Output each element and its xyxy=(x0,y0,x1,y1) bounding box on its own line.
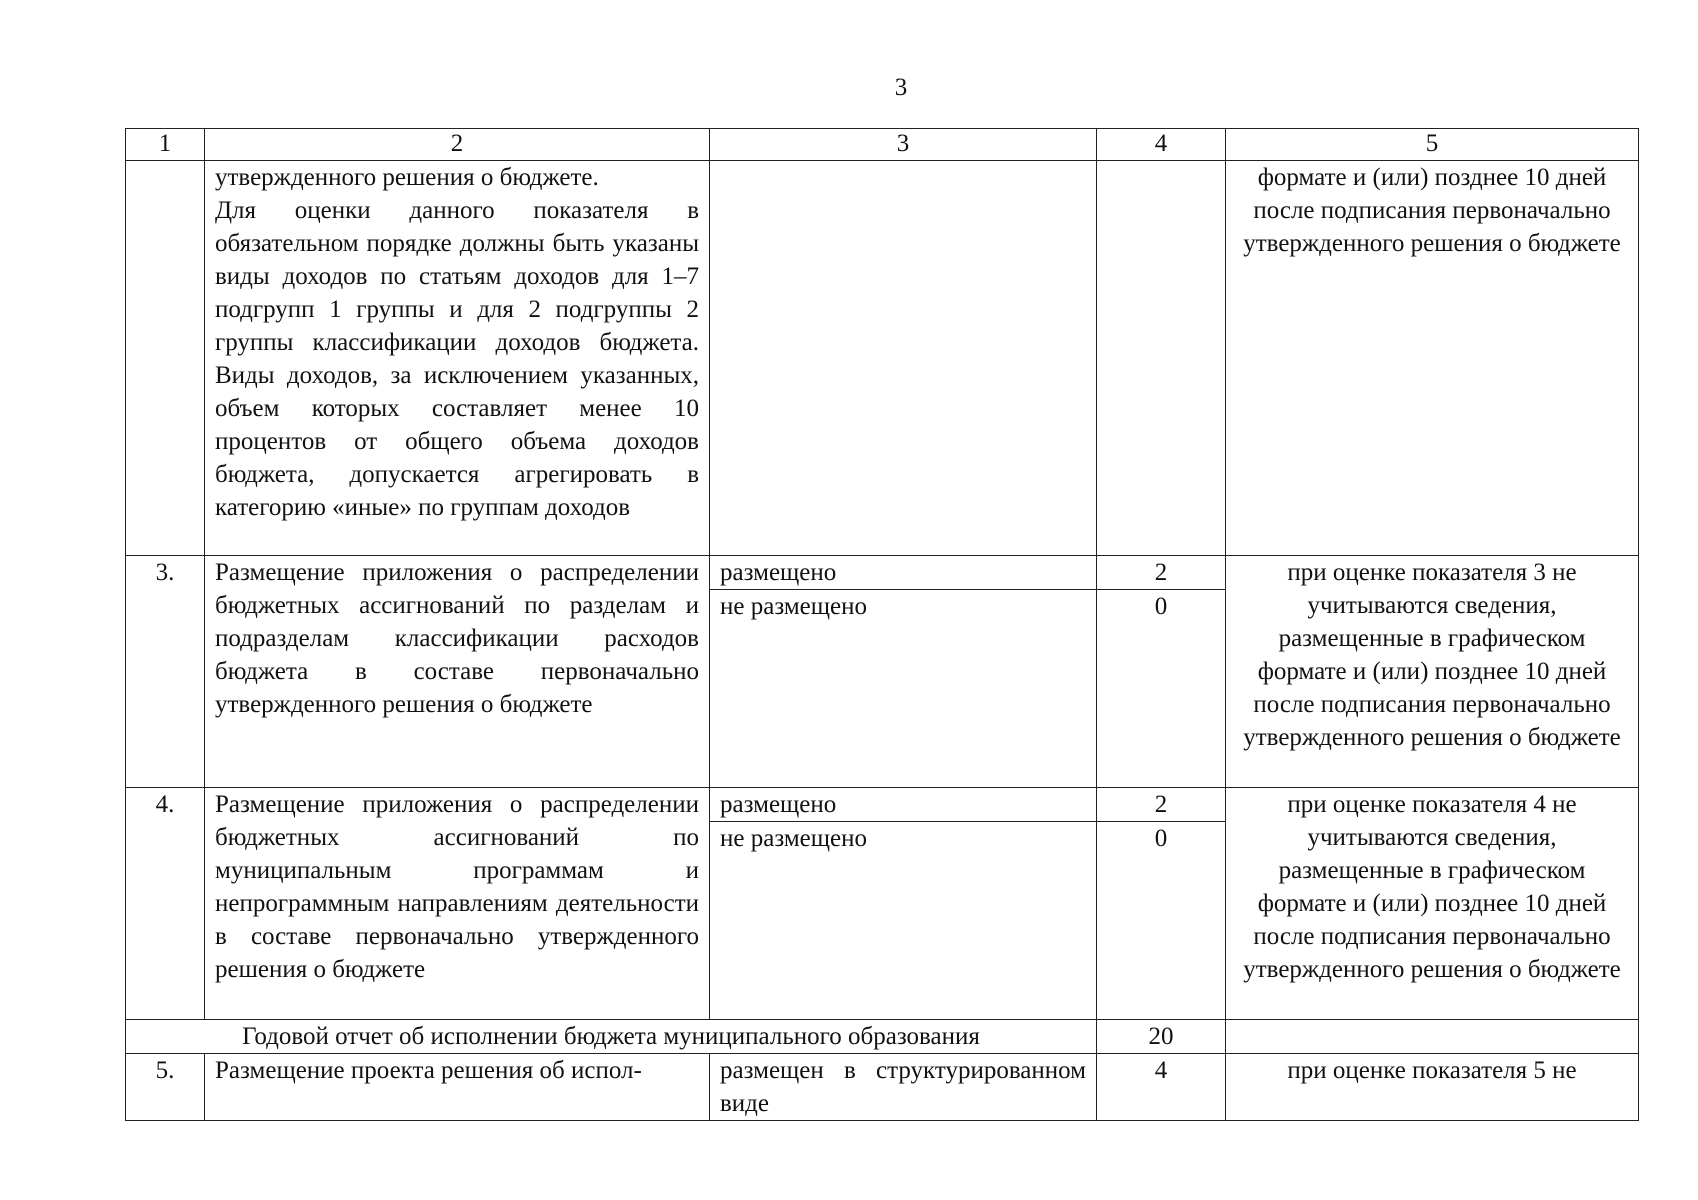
continuation-row xyxy=(126,161,1639,556)
continuation-note: формате и (или) позднее 10 дней после подписания первоначально утвержденного решения о бюджете xyxy=(1226,161,1639,556)
score-structured: 4 xyxy=(1097,1054,1226,1121)
column-header-1: 1 xyxy=(126,129,205,161)
options-cell xyxy=(710,556,1097,788)
indicator-note: при оценке показателя 4 не учитываются сведения, размещенные в графическом формате и (или) позднее 10 дней после подписания первоначально утвержденного решения о бюджете xyxy=(1226,788,1639,1020)
indicator-description: Размещение приложения о распределении бюджетных ассигнований по разделам и подразделам классификации расходов бюджета в составе первоначально утвержденного решения о бюджете xyxy=(205,556,710,788)
section-row xyxy=(126,1020,1639,1054)
option-structured: размещен в структурированном виде xyxy=(710,1054,1097,1121)
section-note-cell xyxy=(1226,1020,1639,1054)
table-row-5 xyxy=(126,1054,1639,1121)
section-title: Годовой отчет об исполнении бюджета муниципального образования xyxy=(126,1020,1097,1054)
criteria-table xyxy=(125,128,1639,1121)
column-header-3: 3 xyxy=(710,129,1097,161)
option-placed: размещено xyxy=(710,788,1096,822)
option-not-placed: не размещено xyxy=(720,825,867,852)
column-header-5: 5 xyxy=(1226,129,1639,161)
indicator-note: при оценке показателя 5 не xyxy=(1226,1054,1639,1121)
continuation-description-rest: Для оценки данного показателя в обязательном порядке должны быть указаны виды доходов по статьям доходов для 1–7 подгрупп 1 группы и для 2 подгруппы 2 группы классификации доходов бюджета. Виды доходов, за исключением указанных, объем которых составляет менее 10 процентов от общего объема доходов бюджета, допускается агрегировать в категорию «иные» по группам доходов xyxy=(215,197,699,521)
score-not-placed: 0 xyxy=(1154,825,1168,852)
column-header-2: 2 xyxy=(205,129,710,161)
table-row-3 xyxy=(126,556,1639,788)
page-number: 3 xyxy=(894,74,908,101)
row-number: 3. xyxy=(126,556,205,788)
table-header-row xyxy=(126,129,1639,161)
indicator-description: Размещение приложения о распределении бюджетных ассигнований по муниципальным программам и непрограммным направлениям деятельности в составе первоначально утвержденного решения о бюджете xyxy=(205,788,710,1020)
continuation-score-cell xyxy=(1097,161,1226,556)
option-placed: размещено xyxy=(710,556,1096,590)
score-placed: 2 xyxy=(1097,788,1225,822)
score-placed: 2 xyxy=(1097,556,1225,590)
continuation-num-cell xyxy=(126,161,205,556)
score-not-placed: 0 xyxy=(1154,593,1168,620)
scores-cell xyxy=(1097,788,1226,1020)
options-cell xyxy=(710,788,1097,1020)
continuation-options-cell xyxy=(710,161,1097,556)
row-number: 5. xyxy=(126,1054,205,1121)
row-number: 4. xyxy=(126,788,205,1020)
indicator-note: при оценке показателя 3 не учитываются сведения, размещенные в графическом формате и (или) позднее 10 дней после подписания первоначально утвержденного решения о бюджете xyxy=(1226,556,1639,788)
column-header-4: 4 xyxy=(1097,129,1226,161)
continuation-description xyxy=(205,161,710,556)
indicator-description: Размещение проекта решения об испол- xyxy=(205,1054,710,1121)
table-row-4 xyxy=(126,788,1639,1020)
scores-cell xyxy=(1097,556,1226,788)
section-score: 20 xyxy=(1097,1020,1226,1054)
option-not-placed: не размещено xyxy=(720,593,867,620)
continuation-description-first-line: утвержденного решения о бюджете. xyxy=(215,164,599,191)
